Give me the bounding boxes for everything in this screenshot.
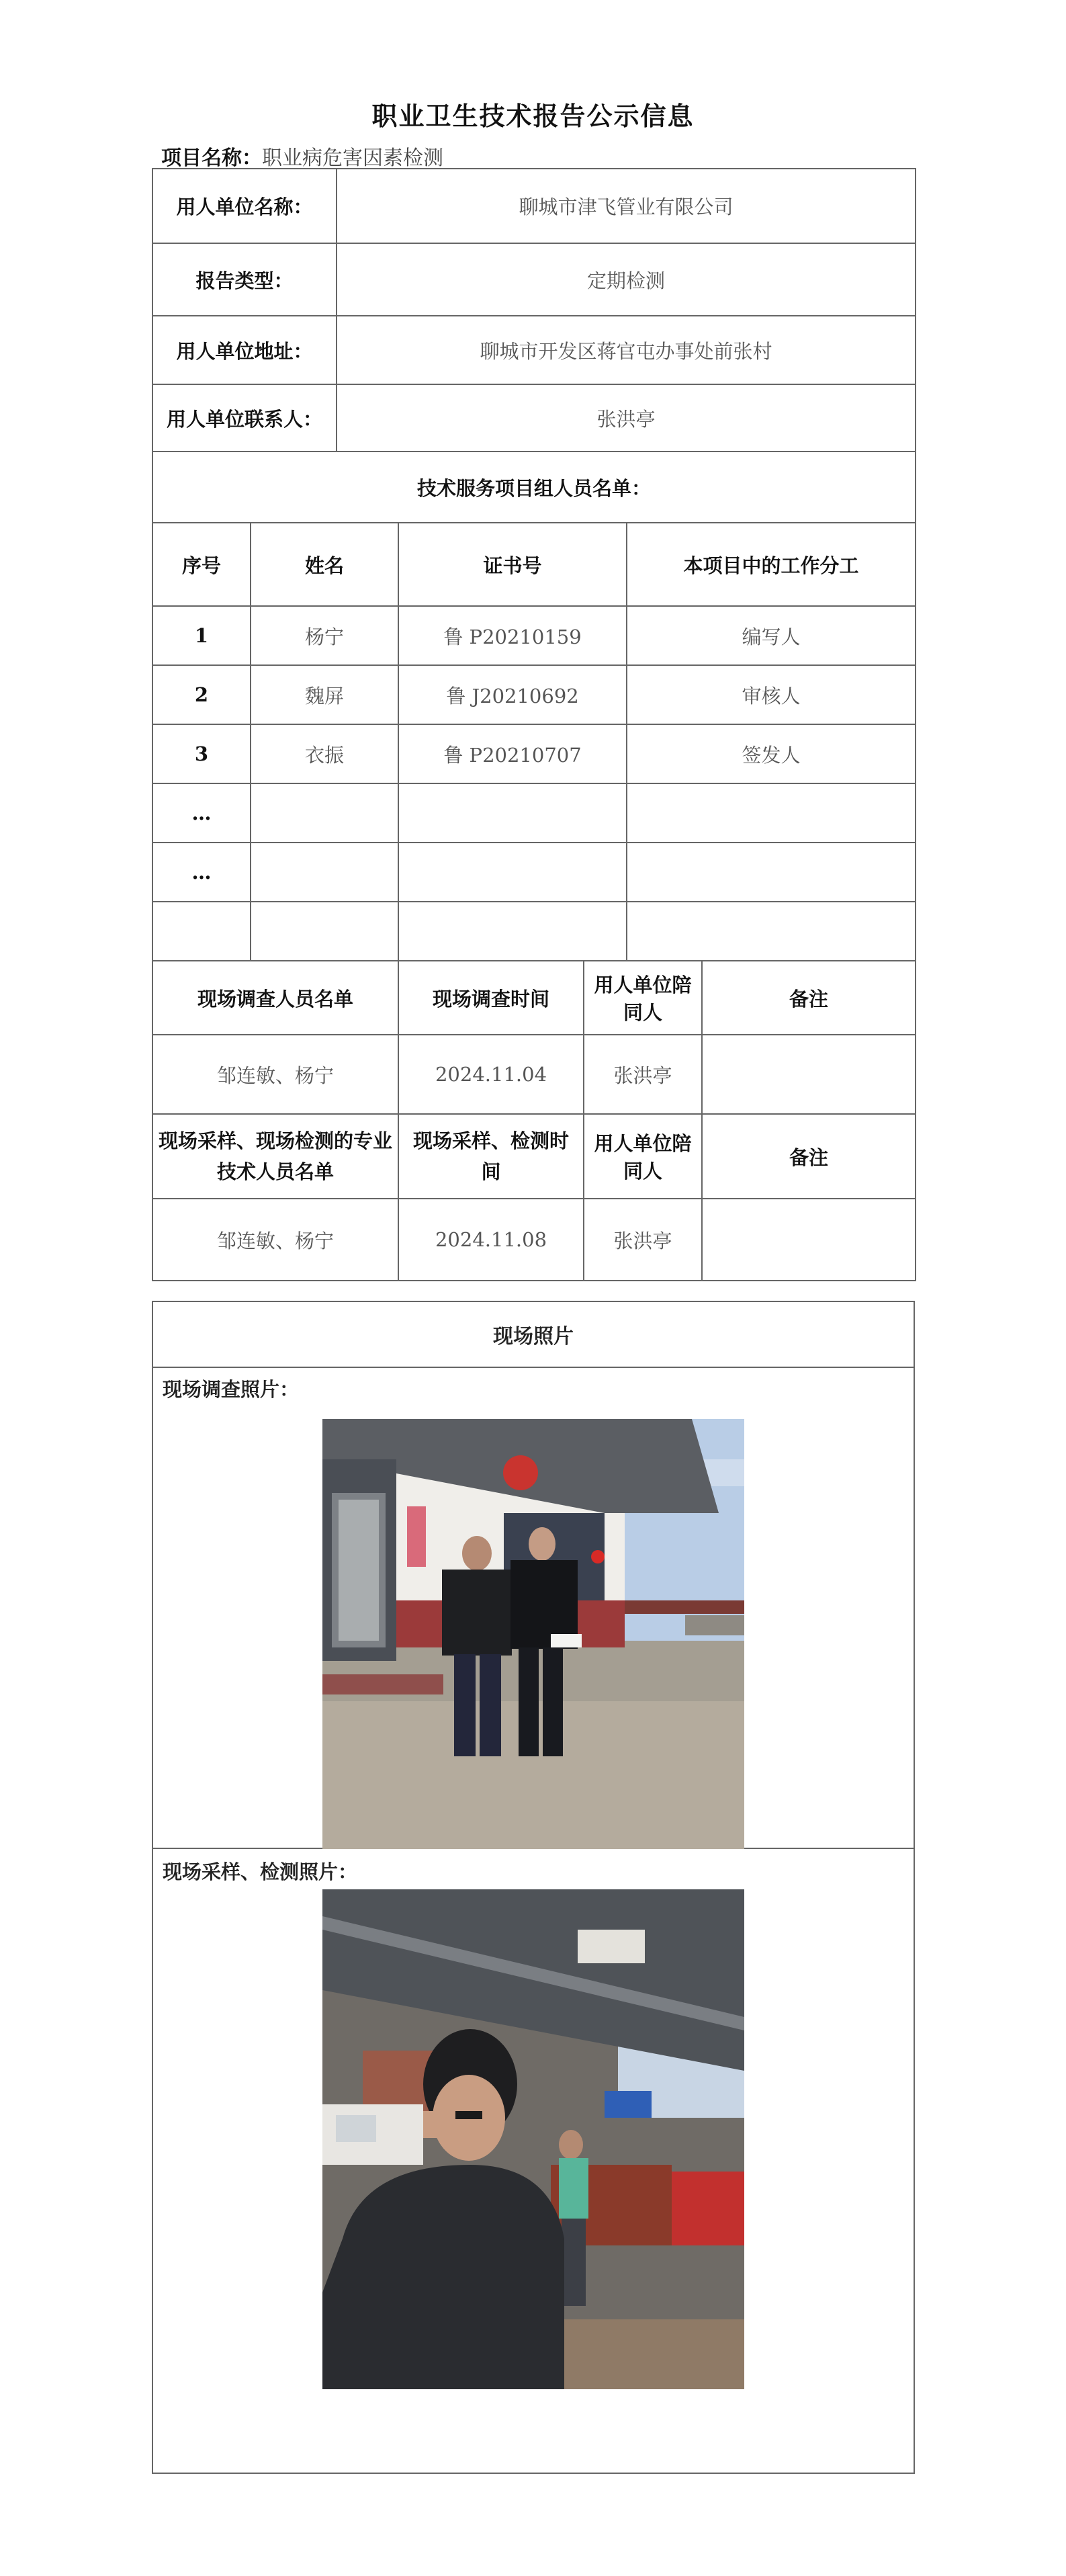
survey-photo-caption: 现场调查照片： bbox=[163, 1378, 300, 1401]
sampling-cell: 邹连敏、杨宁 bbox=[152, 1199, 398, 1281]
table-row bbox=[152, 902, 916, 961]
sampling-cell bbox=[702, 1199, 916, 1281]
page-title: 职业卫生技术报告公示信息 bbox=[371, 101, 695, 131]
info-value: 聊城市津飞管业有限公司 bbox=[337, 169, 916, 243]
team-cell bbox=[152, 902, 251, 961]
sampling-header-row bbox=[152, 1114, 916, 1199]
team-cell: 1 bbox=[152, 606, 251, 665]
sampling-cell: 张洪亭 bbox=[584, 1199, 702, 1281]
info-row bbox=[152, 316, 916, 384]
survey-header-cell: 备注 bbox=[702, 961, 916, 1035]
team-cell: … bbox=[152, 843, 251, 902]
team-header-row bbox=[152, 523, 916, 606]
sampling-header-cell: 现场采样、检测时间 bbox=[398, 1114, 584, 1199]
survey-photo bbox=[322, 1419, 744, 1849]
table-row bbox=[152, 783, 916, 843]
team-cell: 审核人 bbox=[627, 665, 916, 724]
survey-header-cell: 现场调查人员名单 bbox=[152, 961, 398, 1035]
info-value: 定期检测 bbox=[337, 243, 916, 316]
site-photos-header: 现场照片 bbox=[153, 1302, 914, 1368]
info-label: 报告类型： bbox=[152, 243, 337, 316]
team-header-cell: 证书号 bbox=[398, 523, 627, 606]
team-cell: 杨宁 bbox=[251, 606, 398, 665]
team-cell bbox=[251, 843, 398, 902]
team-cell bbox=[627, 902, 916, 961]
survey-cell: 2024.11.04 bbox=[398, 1035, 584, 1114]
team-cell: 鲁 J20210692 bbox=[398, 665, 627, 724]
sampling-photo-section bbox=[153, 1849, 914, 2474]
team-header-cell: 姓名 bbox=[251, 523, 398, 606]
survey-cell bbox=[702, 1035, 916, 1114]
team-cell: 编写人 bbox=[627, 606, 916, 665]
team-cell bbox=[627, 783, 916, 843]
team-cell: 2 bbox=[152, 665, 251, 724]
sampling-photo bbox=[322, 1889, 744, 2389]
table-row bbox=[152, 724, 916, 783]
team-cell bbox=[627, 843, 916, 902]
info-row bbox=[152, 384, 916, 452]
survey-header-row bbox=[152, 961, 916, 1035]
team-cell bbox=[398, 783, 627, 843]
survey-cell: 邹连敏、杨宁 bbox=[152, 1035, 398, 1114]
team-cell: … bbox=[152, 783, 251, 843]
sampling-row bbox=[152, 1199, 916, 1281]
team-cell: 鲁 P20210707 bbox=[398, 724, 627, 783]
team-cell bbox=[398, 843, 627, 902]
info-label: 用人单位地址： bbox=[152, 316, 337, 384]
team-header-cell: 序号 bbox=[152, 523, 251, 606]
table-row bbox=[152, 606, 916, 665]
project-name-label: 项目名称： bbox=[161, 146, 262, 170]
survey-cell: 张洪亭 bbox=[584, 1035, 702, 1114]
team-cell bbox=[251, 902, 398, 961]
sampling-header-cell: 备注 bbox=[702, 1114, 916, 1199]
team-title: 技术服务项目组人员名单： bbox=[152, 452, 916, 523]
sampling-header-cell: 用人单位陪同人 bbox=[584, 1114, 702, 1199]
survey-photo-section bbox=[153, 1367, 914, 1849]
sampling-header-cell: 现场采样、现场检测的专业技术人员名单 bbox=[152, 1114, 398, 1199]
info-value: 张洪亭 bbox=[337, 384, 916, 452]
site-photos-panel bbox=[152, 1301, 915, 2474]
project-name bbox=[161, 141, 443, 171]
survey-header-cell: 现场调查时间 bbox=[398, 961, 584, 1035]
table-row bbox=[152, 665, 916, 724]
info-value: 聊城市开发区蒋官屯办事处前张村 bbox=[337, 316, 916, 384]
team-cell bbox=[398, 902, 627, 961]
survey-row bbox=[152, 1035, 916, 1114]
team-title-row bbox=[152, 452, 916, 523]
team-cell: 衣振 bbox=[251, 724, 398, 783]
info-label: 用人单位名称： bbox=[152, 169, 337, 243]
info-label: 用人单位联系人： bbox=[152, 384, 337, 452]
survey-header-cell: 用人单位陪同人 bbox=[584, 961, 702, 1035]
sampling-cell: 2024.11.08 bbox=[398, 1199, 584, 1281]
team-header-cell: 本项目中的工作分工 bbox=[627, 523, 916, 606]
report-info-table bbox=[152, 168, 916, 1281]
team-cell: 签发人 bbox=[627, 724, 916, 783]
team-cell: 魏屏 bbox=[251, 665, 398, 724]
team-cell: 3 bbox=[152, 724, 251, 783]
info-row bbox=[152, 169, 916, 243]
info-row bbox=[152, 243, 916, 316]
team-cell: 鲁 P20210159 bbox=[398, 606, 627, 665]
table-row bbox=[152, 843, 916, 902]
team-cell bbox=[251, 783, 398, 843]
project-name-value: 职业病危害因素检测 bbox=[262, 146, 443, 170]
sampling-photo-caption: 现场采样、检测照片： bbox=[163, 1860, 358, 1883]
